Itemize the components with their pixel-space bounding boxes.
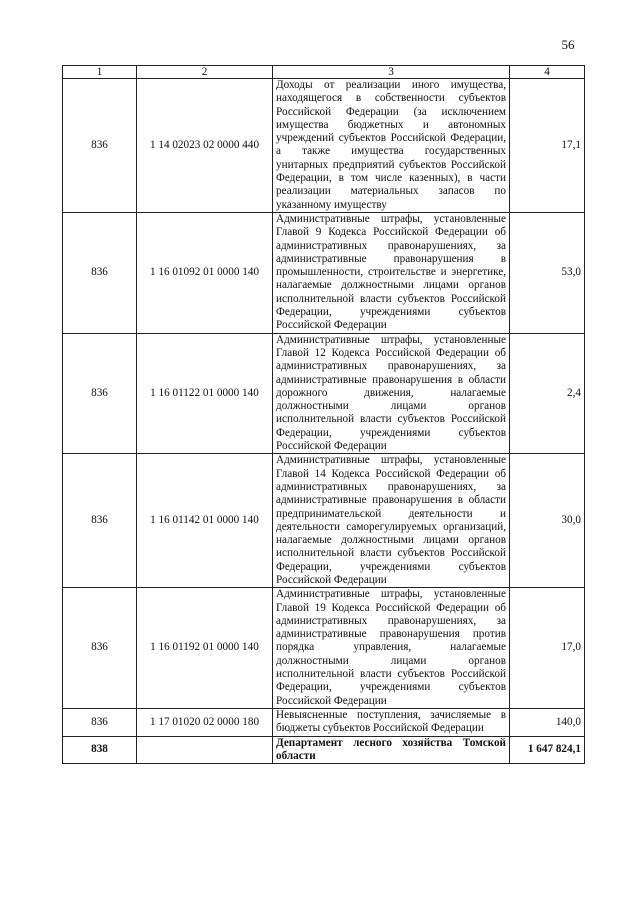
revenue-table [62, 65, 585, 764]
revenue-name-cell: Административные штрафы, установленные Главой 12 Кодекса Российской Федерации об административных правонарушениях, за административные правонарушения в области дорожного движения, налагаемые должностными лицами органов исполнительной власти субъектов Российской Федерации, учреждениями субъектов Российской Федерации [273, 333, 510, 454]
header-cell-4: 4 [510, 66, 585, 79]
budget-code-cell: 1 16 01142 01 0000 140 [137, 454, 273, 588]
amount-cell: 2,4 [510, 333, 585, 454]
header-cell-2: 2 [137, 66, 273, 79]
table-row [63, 333, 585, 454]
budget-code-cell: 1 16 01122 01 0000 140 [137, 333, 273, 454]
budget-code-cell [137, 736, 273, 764]
admin-code-cell: 836 [63, 588, 137, 709]
amount-cell: 30,0 [510, 454, 585, 588]
header-cell-3: 3 [273, 66, 510, 79]
budget-code-cell: 1 16 01192 01 0000 140 [137, 588, 273, 709]
admin-code-cell: 836 [63, 333, 137, 454]
table-header-row [63, 66, 585, 79]
revenue-name-cell: Невыясненные поступления, зачисляемые в бюджеты субъектов Российской Федерации [273, 708, 510, 736]
admin-code-cell: 836 [63, 79, 137, 213]
amount-cell: 17,0 [510, 588, 585, 709]
amount-cell: 53,0 [510, 212, 585, 333]
page-number: 56 [561, 37, 575, 52]
department-name-cell: Департамент лесного хозяйства Томской области [273, 736, 510, 764]
table-row [63, 588, 585, 709]
admin-code-cell: 836 [63, 212, 137, 333]
revenue-name-cell: Административные штрафы, установленные Главой 14 Кодекса Российской Федерации об административных правонарушениях, за административные правонарушения в области предпринимательской деятельности и деятельности саморегулируемых организаций, налагаемые должностными лицами органов исполнительной власти субъектов Российской Федерации, учреждениями субъектов Российской Федерации [273, 454, 510, 588]
amount-cell: 140,0 [510, 708, 585, 736]
revenue-name-cell: Административные штрафы, установленные Главой 19 Кодекса Российской Федерации об административных правонарушениях, за административные правонарушения против порядка управления, налагаемые должностными лицами органов исполнительной власти субъектов Российской Федерации, учреждениями субъектов Российской Федерации [273, 588, 510, 709]
amount-cell: 17,1 [510, 79, 585, 213]
department-total-amount: 1 647 824,1 [510, 736, 585, 764]
admin-code-cell: 838 [63, 736, 137, 764]
admin-code-cell: 836 [63, 708, 137, 736]
table-row [63, 708, 585, 736]
revenue-name-cell: Доходы от реализации иного имущества, находящегося в собственности субъектов Российской Федерации (за исключением имущества бюджетных и автономных учреждений субъектов Российской Федерации, а также имущества государственных унитарных предприятий субъектов Российской Федерации, в том числе казенных), в части реализации материальных запасов по указанному имуществу [273, 79, 510, 213]
budget-code-cell: 1 14 02023 02 0000 440 [137, 79, 273, 213]
header-cell-1: 1 [63, 66, 137, 79]
admin-code-cell: 836 [63, 454, 137, 588]
table-row [63, 212, 585, 333]
table-row [63, 454, 585, 588]
budget-code-cell: 1 17 01020 02 0000 180 [137, 708, 273, 736]
revenue-name-cell: Административные штрафы, установленные Главой 9 Кодекса Российской Федерации об административных правонарушениях, за административные правонарушения в промышленности, строительстве и энергетике, налагаемые должностными лицами органов исполнительной власти субъектов Российской Федерации, учреждениями субъектов Российской Федерации [273, 212, 510, 333]
table-row [63, 79, 585, 213]
department-total-row [63, 736, 585, 764]
budget-code-cell: 1 16 01092 01 0000 140 [137, 212, 273, 333]
